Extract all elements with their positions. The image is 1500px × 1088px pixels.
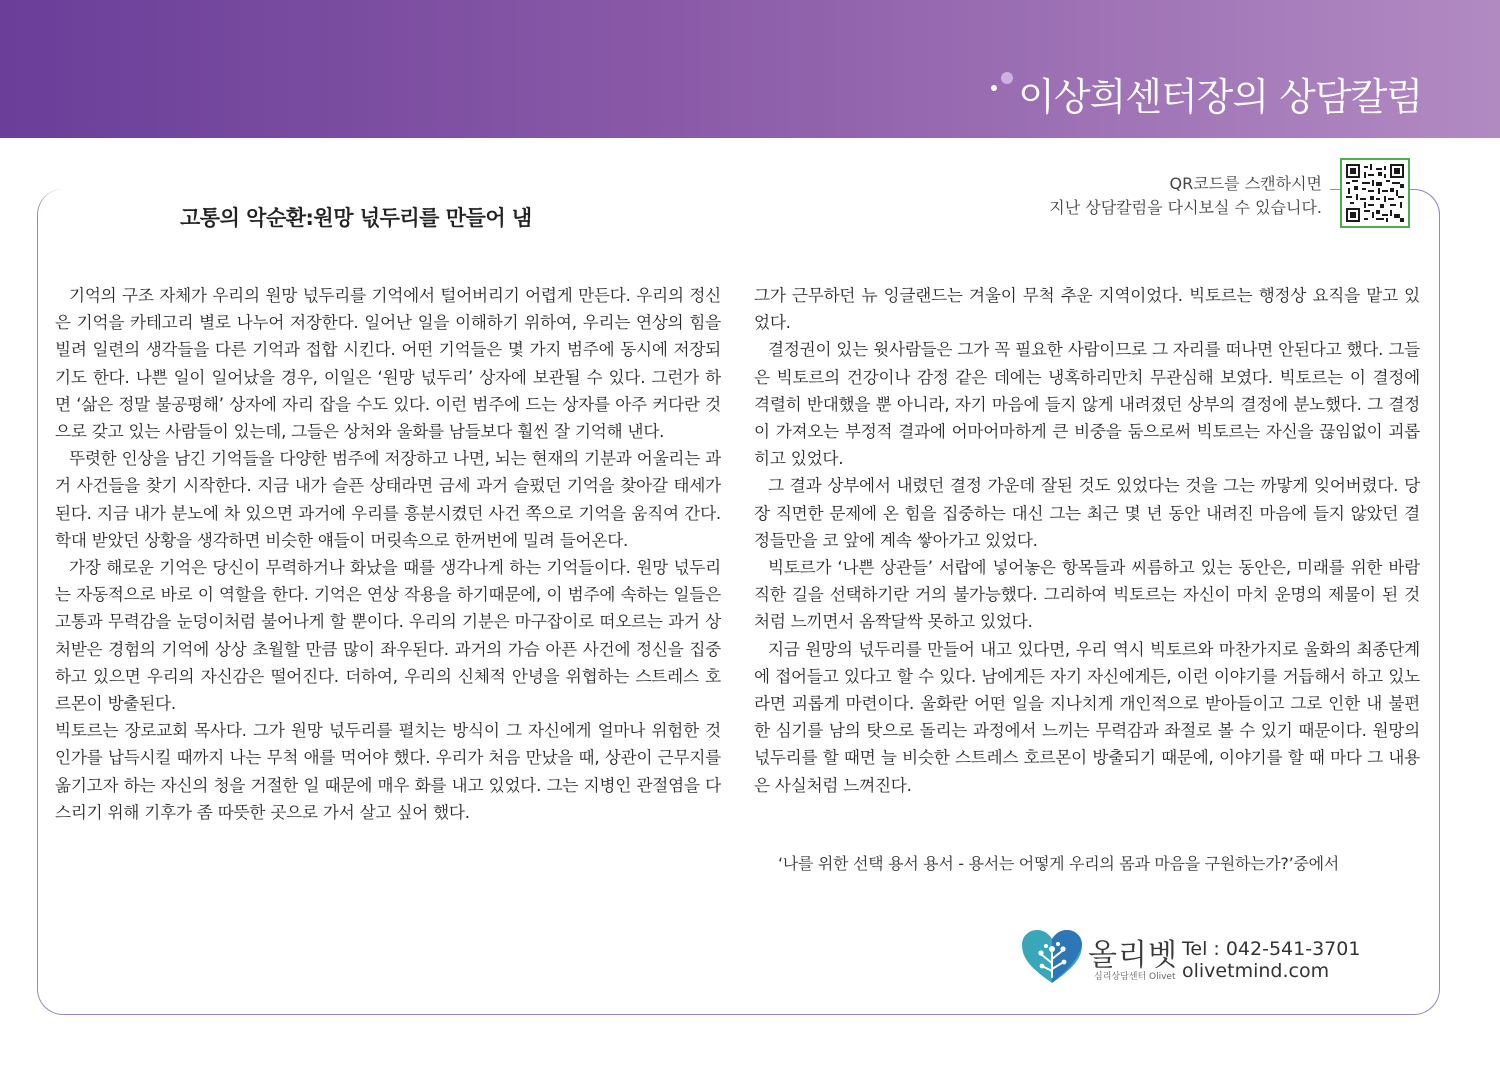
paragraph: 그 결과 상부에서 내렸던 결정 가운데 잘된 것도 있었다는 것을 그는 까맣게 잊어버렸다. 당장 직면한 문제에 온 힘을 집중하는 대신 그는 최근 몇 년 동안 내려진 마음에 들지 않았던 결정들만을 코 앞에 계속 쌓아가고 있었다. xyxy=(754,476,1420,550)
paragraph: 빅토르는 장로교회 목사다. 그가 원망 넋두리를 펼치는 방식이 그 자신에게 얼마나 위험한 것인가를 납득시킬 때까지 나는 무척 애를 먹어야 했다. 우리가 처음 만났을 때, 상관이 근무지를 옮기고자 하는 자신의 청을 거절한 일 때문에 매우 화를 내고 있었다. 그는 지병인 관절염을 다스리기 위해 기후가 좀 따뜻한 곳으로 가서 살고 싶어 했다. xyxy=(55,721,721,822)
paragraph: 기억의 구조 자체가 우리의 원망 넋두리를 기억에서 털어버리기 어렵게 만든다. 우리의 정신은 기억을 카테고리 별로 나누어 저장한다. 일어난 일을 이해하기 위하여, 우리는 연상의 힘을 빌려 일련의 생각들을 다른 기억과 접합 시킨다. 어떤 기억들은 몇 가지 범주에 동시에 저장되기도 한다. 나쁜 일이 일어났을 경우, 이일은 ‘원망 넋두리’ 상자에 보관될 수 있다. 그런가 하면 ‘삶은 정말 불공평해’ 상자에 자리 잡을 수도 있다. 이런 범주에 드는 상자를 아주 커다란 것으로 갖고 있는 사람들이 있는데, 그들은 상처와 울화를 남들보다 훨씬 잘 기억해 낸다. xyxy=(55,286,721,442)
paragraph: 빅토르가 ‘나쁜 상관들’ 서랍에 넣어놓은 항목들과 씨름하고 있는 동안은, 미래를 위한 바람직한 길을 선택하기란 거의 불가능했다. 그리하여 빅토르는 자신이 마치 운명의 제물이 된 것처럼 느끼면서 옴짝달싹 못하고 있었다. xyxy=(754,558,1420,632)
heart-tree-logo-icon xyxy=(1020,929,1084,985)
brand-subtitle: 심리상담센터 Olivet xyxy=(1094,972,1176,982)
article-column-right xyxy=(754,282,1420,799)
article-column-left xyxy=(55,282,721,826)
paragraph: 지금 원망의 넋두리를 만들어 내고 있다면, 우리 역시 빅토르와 마찬가지로 울화의 최종단계에 접어들고 있다고 할 수 있다. 남에게든 자기 자신에게든, 이런 이야기를 거듭해서 하고 있노라면 괴롭게 마련이다. 울화란 어떤 일을 지나치게 개인적으로 받아들이고 그로 인한 내 불편한 심기를 남의 탓으로 돌리는 과정에서 느끼는 무력감과 좌절로 볼 수 있기 때문이다. 원망의 넋두리를 할 때면 늘 비슷한 스트레스 호르몬이 방출되기 때문에, 이야기를 할 때 마다 그 내용은 사실처럼 느껴진다. xyxy=(754,639,1420,795)
phone-number: Tel : 042-541-3701 xyxy=(1182,938,1361,960)
column-series-title xyxy=(1018,66,1422,121)
paragraph: 그가 근무하던 뉴 잉글랜드는 겨울이 무척 추운 지역이었다. 빅토르는 행정상 요직을 맡고 있었다. xyxy=(754,286,1420,333)
paragraph: 가장 해로운 기억은 당신이 무력하거나 화났을 때를 생각나게 하는 기억들이다. 원망 넋두리는 자동적으로 바로 이 역할을 한다. 기억은 연상 작용을 하기때문에, 이 범주에 속하는 일들은 고통과 무력감을 눈덩이처럼 불어나게 할 뿐이다. 우리의 기분은 마구잡이로 떠오르는 과거 상처받은 경험의 기억에 상상 초월할 만큼 많이 좌우된다. 과거의 가슴 아픈 사건에 정신을 집중하고 있으면 우리의 자신감은 떨어진다. 더하여, 우리의 신체적 안녕을 위협하는 스트레스 호르몬이 방출된다. xyxy=(55,558,721,714)
qr-caption xyxy=(1049,172,1322,220)
qr-caption-line1: QR코드를 스캔하시면 xyxy=(1169,174,1322,193)
header-title-text: 이상희센터장의 상담칼럼 xyxy=(1018,75,1422,119)
source-citation: ‘나를 위한 선택 용서 용서 - 용서는 어떻게 우리의 몸과 마음을 구원하는가?’중에서 xyxy=(778,854,1339,873)
article-title: 고통의 악순환:원망 넋두리를 만들어 냄 xyxy=(180,206,532,230)
contact-info xyxy=(1182,938,1360,982)
brand-name: 올리벳 xyxy=(1088,938,1178,973)
paragraph: 뚜렷한 인상을 남긴 기억들을 다양한 범주에 저장하고 나면, 뇌는 현재의 기분과 어울리는 과거 사건들을 찾기 시작한다. 지금 내가 슬픈 상태라면 금세 과거 슬펐던 기억을 찾아갈 태세가 된다. 지금 내가 분노에 차 있으면 과거에 우리를 흥분시켰던 사건 쪽으로 기억을 움직여 간다. 학대 받았던 상황을 생각하면 비슷한 얘들이 머릿속으로 한꺼번에 밀려 들어온다. xyxy=(55,449,721,550)
bullet-dots-icon xyxy=(988,70,1018,100)
paragraph: 결정권이 있는 윗사람들은 그가 꼭 필요한 사람이므로 그 자리를 떠나면 안된다고 했다. 그들은 빅토르의 건강이나 감정 같은 데에는 냉혹하리만치 무관심해 보였다. 빅토르는 이 결정에 격렬히 반대했을 뿐 아니라, 자기 마음에 들지 않게 내려졌던 상부의 결정에 분노했다. 그 결정이 가져오는 부정적 결과에 어마어마하게 큰 비중을 둠으로써 빅토르는 자신을 끊임없이 괴롭히고 있었다. xyxy=(754,340,1420,469)
qr-code-icon[interactable] xyxy=(1340,158,1410,228)
website-link[interactable]: olivetmind.com xyxy=(1182,960,1330,982)
qr-caption-line2: 지난 상담칼럼을 다시보실 수 있습니다. xyxy=(1049,198,1322,217)
